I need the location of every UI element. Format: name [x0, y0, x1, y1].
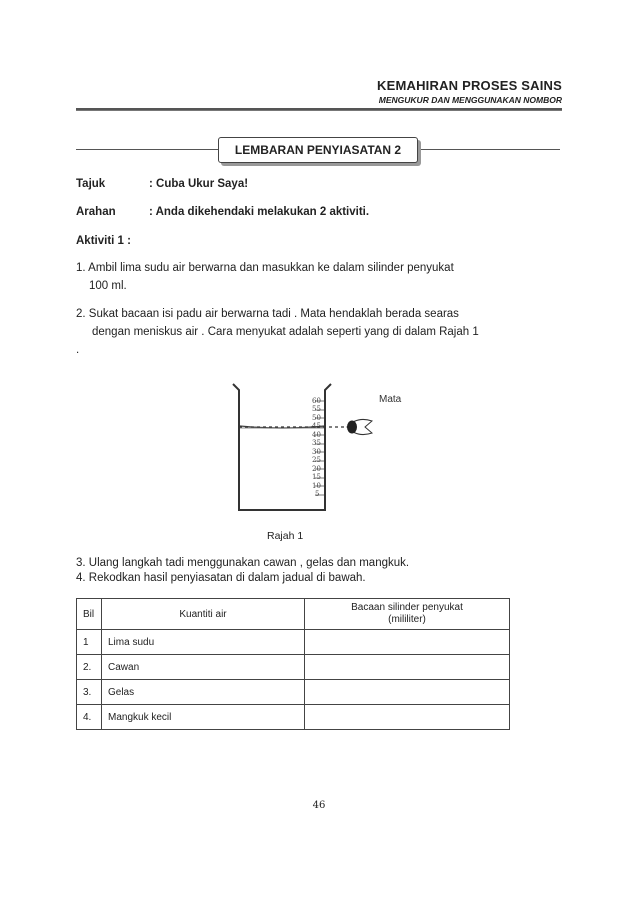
- arahan-value: : Anda dikehendaki melakukan 2 aktiviti.: [149, 206, 370, 218]
- table-row: [77, 705, 510, 730]
- row-bacaan[interactable]: [305, 705, 510, 730]
- table-row: [77, 680, 510, 705]
- scale-label-10: 10: [312, 482, 321, 490]
- row-kuantiti: Mangkuk kecil: [102, 705, 305, 730]
- figure-caption: Rajah 1: [267, 530, 304, 542]
- scale-label-60: 60: [312, 397, 321, 405]
- table-row: [77, 630, 510, 655]
- step-2-line-3: .: [76, 344, 80, 356]
- step-3: 3. Ulang langkah tadi menggunakan cawan , gelas dan mangkuk.: [76, 557, 410, 569]
- row-bil: 3.: [77, 680, 102, 705]
- col-bacaan-unit: (mililiter): [388, 614, 426, 625]
- row-kuantiti: Lima sudu: [102, 630, 305, 655]
- eye-label: Mata: [379, 394, 402, 405]
- row-bacaan[interactable]: [305, 630, 510, 655]
- page-number: 46: [312, 800, 326, 811]
- row-kuantiti: Cawan: [102, 655, 305, 680]
- scale-label-25: 25: [312, 456, 321, 464]
- worksheet-title: LEMBARAN PENYIASATAN 2: [218, 137, 418, 163]
- title-line-left: [76, 149, 218, 150]
- col-bacaan-header: [305, 599, 510, 630]
- scale-label-35: 35: [312, 439, 321, 447]
- scale-label-40: 40: [312, 431, 321, 439]
- tajuk-label: Tajuk: [76, 178, 106, 190]
- col-kuantiti-header: Kuantiti air: [102, 599, 305, 630]
- col-bacaan-title: Bacaan silinder penyukat: [351, 602, 463, 613]
- col-bil-header: Bil: [77, 599, 102, 630]
- eye-icon: [347, 419, 372, 434]
- title-line-right: [420, 149, 560, 150]
- header-subtitle: MENGUKUR DAN MENGGUNAKAN NOMBOR: [378, 95, 562, 105]
- scale-label-30: 30: [312, 448, 321, 456]
- activity-heading: Aktiviti 1 :: [76, 235, 131, 247]
- row-bacaan[interactable]: [305, 680, 510, 705]
- header-title: KEMAHIRAN PROSES SAINS: [377, 78, 562, 93]
- scale-label-5: 5: [315, 490, 320, 498]
- scale-label-45: 45: [312, 422, 321, 430]
- scale-label-50: 50: [312, 414, 321, 422]
- step-2-line-2: dengan meniskus air . Cara menyukat adalah seperti yang di dalam Rajah 1: [92, 326, 479, 338]
- table-header-row: [77, 599, 510, 630]
- header-rule: [76, 108, 562, 111]
- step-1-line-1: 1. Ambil lima sudu air berwarna dan masukkan ke dalam silinder penyukat: [76, 262, 454, 274]
- arahan-label: Arahan: [76, 206, 116, 218]
- step-1-line-2: 100 ml.: [89, 280, 127, 292]
- row-bacaan[interactable]: [305, 655, 510, 680]
- step-2-line-1: 2. Sukat bacaan isi padu air berwarna tadi . Mata hendaklah berada searas: [76, 308, 459, 320]
- row-bil: 1: [77, 630, 102, 655]
- measuring-cylinder-figure: [225, 378, 425, 523]
- row-bil: 2.: [77, 655, 102, 680]
- row-bil: 4.: [77, 705, 102, 730]
- scale-label-20: 20: [312, 465, 321, 473]
- row-kuantiti: Gelas: [102, 680, 305, 705]
- scale-label-55: 55: [312, 405, 321, 413]
- table-row: [77, 655, 510, 680]
- step-4: 4. Rekodkan hasil penyiasatan di dalam jadual di bawah.: [76, 572, 366, 584]
- scale-label-15: 15: [312, 473, 321, 481]
- results-table: [76, 598, 510, 730]
- tajuk-value: : Cuba Ukur Saya!: [149, 178, 249, 190]
